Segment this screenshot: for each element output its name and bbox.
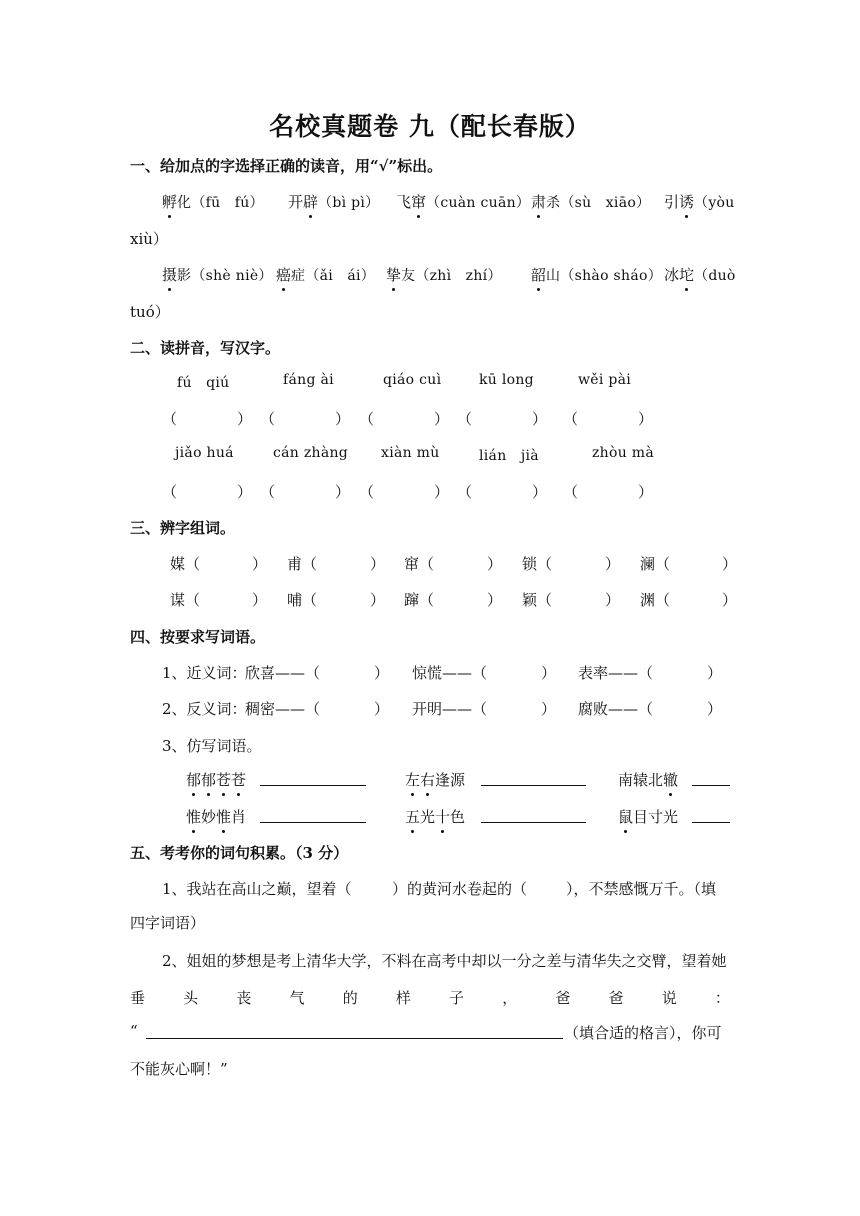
q2-open-quote: “ [130, 1022, 138, 1040]
close-paren: ） [252, 555, 268, 573]
justified-char: 爸 [555, 989, 571, 1007]
plain-chars: 飞 [396, 193, 412, 211]
close-paren: ） [541, 664, 557, 682]
dotted-char: 辙 [663, 771, 679, 789]
pinyin-word: zhòu mà [592, 445, 655, 461]
word-char-open: 蹿（ [404, 591, 435, 609]
plain-chars: 冰 [664, 266, 680, 284]
close-paren: ） [252, 591, 268, 609]
justified-char: 头 [183, 989, 199, 1007]
justified-char: 气 [289, 989, 305, 1007]
word-prompt: 腐败——（ [578, 700, 654, 718]
pinyin-word: fú qiú [177, 375, 230, 391]
q1-part-a: 1、我站在高山之巅，望着（ [162, 880, 352, 898]
answer-paren[interactable]: （ ） [162, 410, 253, 428]
pinyin-options: 化（fū fú） [177, 195, 264, 211]
close-paren: ） [374, 664, 390, 682]
dotted-char: 五 [405, 808, 421, 826]
word-char-open: 媒（ [170, 555, 201, 573]
plain-chars: 妙 [201, 808, 217, 826]
plain-chars: 肖 [231, 808, 247, 826]
justified-char: 子 [449, 989, 465, 1007]
word-char-open: 哺（ [287, 591, 318, 609]
answer-paren[interactable]: （ ） [563, 483, 654, 501]
close-paren: ） [707, 700, 723, 718]
dotted-char: 鼠 [618, 808, 634, 826]
answer-paren[interactable]: （ ） [359, 483, 450, 501]
answer-blank[interactable] [481, 808, 586, 823]
section-3-heading: 三、辨字组词。 [130, 519, 236, 537]
dotted-char: 孵 [162, 193, 178, 211]
reading-item [386, 264, 502, 285]
motto-answer-blank[interactable] [146, 1024, 563, 1039]
dotted-char: 郁 [186, 771, 202, 789]
reading-item [664, 264, 736, 285]
answer-paren[interactable]: （ ） [563, 410, 654, 428]
plain-chars: 光 [420, 808, 436, 826]
justified-char: ， [502, 989, 518, 1007]
dotted-char: 右 [420, 771, 436, 789]
plain-chars: 开 [288, 193, 304, 211]
close-paren: ） [605, 591, 621, 609]
dotted-char: 坨 [679, 266, 695, 284]
reading-item [162, 264, 273, 285]
answer-paren[interactable]: （ ） [162, 483, 253, 501]
close-paren: ） [487, 555, 503, 573]
answer-blank[interactable] [692, 808, 730, 823]
pinyin-word: qiáo cuì [383, 372, 442, 388]
word-prompt: 开明——（ [412, 700, 488, 718]
justified-char: 的 [342, 989, 358, 1007]
plain-chars: 逢源 [435, 771, 466, 789]
pinyin-word: xiàn mù [381, 445, 440, 461]
dotted-char: 苍 [216, 771, 232, 789]
q2-part-a: 2、姐姐的梦想是考上清华大学，不料在高考中却以一分之差与清华失之交臂，望着她 [162, 952, 727, 970]
dotted-char: 肃 [531, 193, 547, 211]
pinyin-options: （cuàn cuān） [426, 195, 531, 211]
q2-part-c: （填合适的格言），你可 [564, 1024, 722, 1042]
close-paren: ） [370, 555, 386, 573]
s4-imitate-label: 3、仿写词语。 [162, 737, 262, 755]
pinyin-word: fáng ài [283, 372, 334, 388]
imitate-word-3 [618, 769, 678, 790]
dotted-char: 郁 [201, 771, 217, 789]
imitate-word-6 [618, 806, 678, 827]
justified-char: 丧 [236, 989, 252, 1007]
pinyin-options: 杀（sù xiāo） [546, 195, 651, 211]
pinyin-word: kū long [479, 372, 534, 388]
dotted-char: 辟 [303, 193, 319, 211]
dotted-char: 惟 [186, 808, 202, 826]
reading-item [664, 191, 735, 212]
section-2-heading: 二、读拼音，写汉字。 [130, 339, 281, 357]
s1-row-1-cont: xiù） [130, 230, 168, 248]
pinyin-options: （duò [694, 268, 736, 284]
q1-part-d: 四字词语） [130, 914, 206, 932]
pinyin-options: （yòu [694, 195, 735, 211]
q1-part-c: ），不禁感慨万千。（填 [566, 880, 717, 898]
answer-blank[interactable] [692, 771, 730, 786]
dotted-char: 挚 [386, 266, 402, 284]
dotted-char: 苍 [231, 771, 247, 789]
justified-char: ： [714, 989, 730, 1007]
word-char-open: 渊（ [640, 591, 671, 609]
q2-part-b [130, 987, 730, 1008]
close-paren: ） [374, 700, 390, 718]
justified-char: 爸 [608, 989, 624, 1007]
word-char-open: 锁（ [522, 555, 553, 573]
close-paren: ） [487, 591, 503, 609]
word-char-open: 谋（ [170, 591, 201, 609]
word-char-open: 窜（ [404, 555, 435, 573]
reading-item [531, 191, 650, 212]
word-char-open: 甫（ [287, 555, 318, 573]
page-title: 名校真题卷 九（配长春版） [269, 112, 591, 141]
pinyin-options: （bì pì） [318, 195, 380, 211]
dotted-char: 十 [435, 808, 451, 826]
close-paren: ） [605, 555, 621, 573]
answer-blank[interactable] [260, 771, 366, 786]
reading-item [396, 191, 530, 212]
s4-antonym-label: 2、反义词： [162, 700, 247, 718]
justified-char: 说 [661, 989, 677, 1007]
word-char-open: 颖（ [522, 591, 553, 609]
pinyin-options: 影（shè niè） [177, 268, 273, 284]
justified-char: 垂 [130, 989, 146, 1007]
imitate-word-5 [405, 806, 465, 827]
dotted-char: 左 [405, 771, 421, 789]
close-paren: ） [722, 555, 738, 573]
pinyin-options: 症（ǎi ái） [291, 268, 376, 284]
pinyin-options: 友（zhì zhí） [401, 268, 502, 284]
dotted-char: 摄 [162, 266, 178, 284]
word-prompt: 惊慌——（ [412, 664, 488, 682]
q1-part-b: ）的黄河水卷起的（ [392, 880, 528, 898]
dotted-char: 癌 [276, 266, 292, 284]
word-prompt: 表率——（ [578, 664, 654, 682]
justified-char: 样 [395, 989, 411, 1007]
dotted-char: 韶 [531, 266, 547, 284]
q2-part-d: 不能灰心啊！” [130, 1060, 228, 1078]
answer-blank[interactable] [260, 808, 366, 823]
pinyin-word: cán zhàng [273, 445, 349, 461]
imitate-word-4 [186, 806, 246, 827]
word-char-open: 澜（ [640, 555, 671, 573]
word-prompt: 欣喜——（ [245, 664, 321, 682]
section-5-heading: 五、考考你的词句积累。（3 分） [130, 844, 349, 862]
section-4-heading: 四、按要求写词语。 [130, 628, 266, 646]
pinyin-word: wěi pài [578, 372, 632, 388]
close-paren: ） [707, 664, 723, 682]
answer-paren[interactable]: （ ） [457, 483, 548, 501]
dotted-char: 惟 [216, 808, 232, 826]
s4-synonym-label: 1、近义词： [162, 664, 247, 682]
answer-blank[interactable] [481, 771, 586, 786]
plain-chars: 目寸光 [633, 808, 679, 826]
section-1-heading: 一、给加点的字选择正确的读音，用“√”标出。 [130, 157, 443, 175]
pinyin-word: jiǎo huá [175, 445, 234, 461]
reading-item [276, 264, 375, 285]
reading-item [162, 191, 264, 212]
answer-paren[interactable]: （ ） [260, 483, 351, 501]
word-prompt: 稠密——（ [245, 700, 321, 718]
answer-paren[interactable]: （ ） [457, 410, 548, 428]
close-paren: ） [370, 591, 386, 609]
s1-row-2-cont: tuó） [130, 303, 170, 321]
pinyin-word: lián jià [479, 448, 539, 464]
dotted-char: 窜 [411, 193, 427, 211]
plain-chars: 色 [450, 808, 466, 826]
imitate-word-2 [405, 769, 465, 790]
close-paren: ） [722, 591, 738, 609]
reading-item [531, 264, 662, 285]
reading-item [288, 191, 379, 212]
pinyin-options: 山（shào sháo） [546, 268, 663, 284]
plain-chars: 南辕北 [618, 771, 664, 789]
close-paren: ） [541, 700, 557, 718]
answer-paren[interactable]: （ ） [359, 410, 450, 428]
imitate-word-1 [186, 769, 246, 790]
plain-chars: 引 [664, 193, 680, 211]
answer-paren[interactable]: （ ） [260, 410, 351, 428]
dotted-char: 诱 [679, 193, 695, 211]
